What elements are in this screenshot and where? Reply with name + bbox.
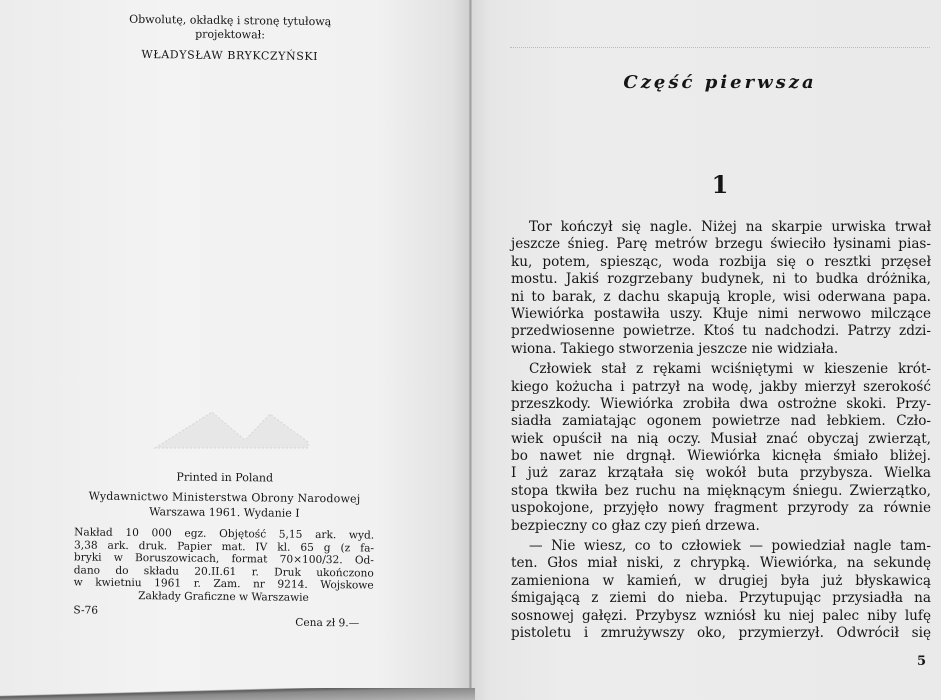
print-code: S-76: [73, 604, 99, 617]
colophon-line: dano do składu 20.II.61 r. Druk ukończono: [73, 563, 374, 580]
text-line: stopa tkwiła bez ruchu na mięknącym śniegu. Zwierzątko,: [511, 482, 931, 499]
text-line: przeszkody. Wiewiórka zrobiła dwa ostrożne skoki. Przy-: [511, 395, 931, 412]
designer-name: WŁADYSŁAW BRYKCZYŃSKI: [141, 47, 319, 64]
colophon-line: bryki w Boruszowicach, format 70×100/32. Od-: [73, 551, 374, 567]
colophon-line: w kwietniu 1961 r. Zam. nr 9214. Wojskowe: [73, 576, 374, 592]
header-rule: [510, 47, 930, 49]
text-line: ni to barak, z dachu skapują krople, wisi oderwana papa.: [511, 288, 931, 305]
credits-line-2: projektował:: [195, 27, 266, 42]
chapter-body: [511, 219, 931, 642]
text-line: bezpieczny co głaz czy pień drzewa.: [511, 517, 760, 534]
part-title: Część pierwsza: [623, 72, 817, 93]
text-line: jeszcze śnieg. Parę metrów brzegu świeciło łysinami pias-: [511, 236, 931, 253]
colophon-line: Zakłady Graficzne w Warszawie: [138, 589, 309, 604]
cover-design-credits: [90, 12, 371, 64]
text-line: Tor kończył się nagle. Niżej na skarpie urwiska trwał: [529, 219, 931, 235]
text-line: kiego kożucha i patrzył na wodę, jakby mierzył szerokość: [511, 378, 931, 395]
text-line: uspokojone, przyjęło nowy fragment przyrody za równie: [511, 500, 931, 517]
publisher: Wydawnictwo Ministerstwa Obrony Narodowej: [88, 489, 361, 506]
text-line: zamieniona w kamień, w drugiej była już błyskawicą: [511, 572, 931, 589]
credits-line-1: Obwolutę, okładkę i stronę tytułową: [129, 12, 332, 29]
text-line: pistoletu i zmrużywszy oko, przymierzył. Odwrócił się: [511, 624, 931, 641]
text-line: wiona. Takiego stworzenia jeszcze nie widziała.: [511, 340, 839, 357]
paragraph: [511, 219, 931, 358]
imprint-footer: [73, 603, 373, 631]
text-line: Człowiek stał z rękami wciśniętymi w kieszenie krót-: [529, 361, 931, 378]
colophon-line: 3,38 ark. druk. Papier mat. IV kl. 65 g (z fa-: [73, 538, 375, 555]
chapter-number: 1: [711, 170, 729, 199]
paragraph: [511, 361, 931, 535]
text-line: bo nawet nie drgnął. Wiewiórka kicnęła śmiało bliżej.: [511, 448, 931, 465]
page-number: 5: [917, 654, 927, 669]
text-line: siadła zamiatając ogonem powietrze nad łebkiem. Czło-: [511, 413, 931, 430]
edition: Warszawa 1961. Wydanie I: [149, 505, 300, 520]
paragraph: [511, 538, 931, 642]
printed-in: Printed in Poland: [176, 470, 274, 485]
text-line: wiek opuścił na nią oczy. Musiał znać obyczaj zwierząt,: [511, 430, 931, 447]
text-line: Wiewiórka postawiła uszy. Kłuje nimi nerwowo milczące: [511, 305, 931, 322]
text-line: mostu. Jakiś rozgrzebany budynek, ni to budka dróżnika,: [511, 271, 931, 288]
colophon: [73, 526, 374, 604]
price: Cena zł 9.—: [295, 616, 360, 630]
text-line: I już zaraz krzątała się wokół buta przybysza. Wielka: [511, 465, 931, 482]
text-line: śmigającą z ziemi do nieba. Przytupując przysiadła na: [511, 590, 931, 607]
book-spine: [469, 0, 472, 700]
text-line: ten. Głos miał niski, z chrypką. Wiewiórka, na sekundę: [511, 555, 931, 572]
text-line: sosnowej gałęzi. Przybysz wzniósł ku niej palec niby lufę: [511, 607, 931, 624]
imprint-block: [73, 468, 375, 631]
page-bottom-edge: [0, 688, 475, 700]
mountains-icon: [150, 400, 310, 450]
text-line: przedwiosenne powietrze. Ktoś tu nadchodzi. Patrzy zdzi-: [511, 323, 931, 340]
text-line: ku, potem, spiesząc, woda rozbija się o resztki przęseł: [511, 253, 931, 270]
text-line: — Nie wiesz, co to człowiek — powiedział nagle tam-: [529, 538, 931, 555]
colophon-line: Nakład 10 000 egz. Objętość 5,15 ark. wyd.: [74, 526, 375, 542]
